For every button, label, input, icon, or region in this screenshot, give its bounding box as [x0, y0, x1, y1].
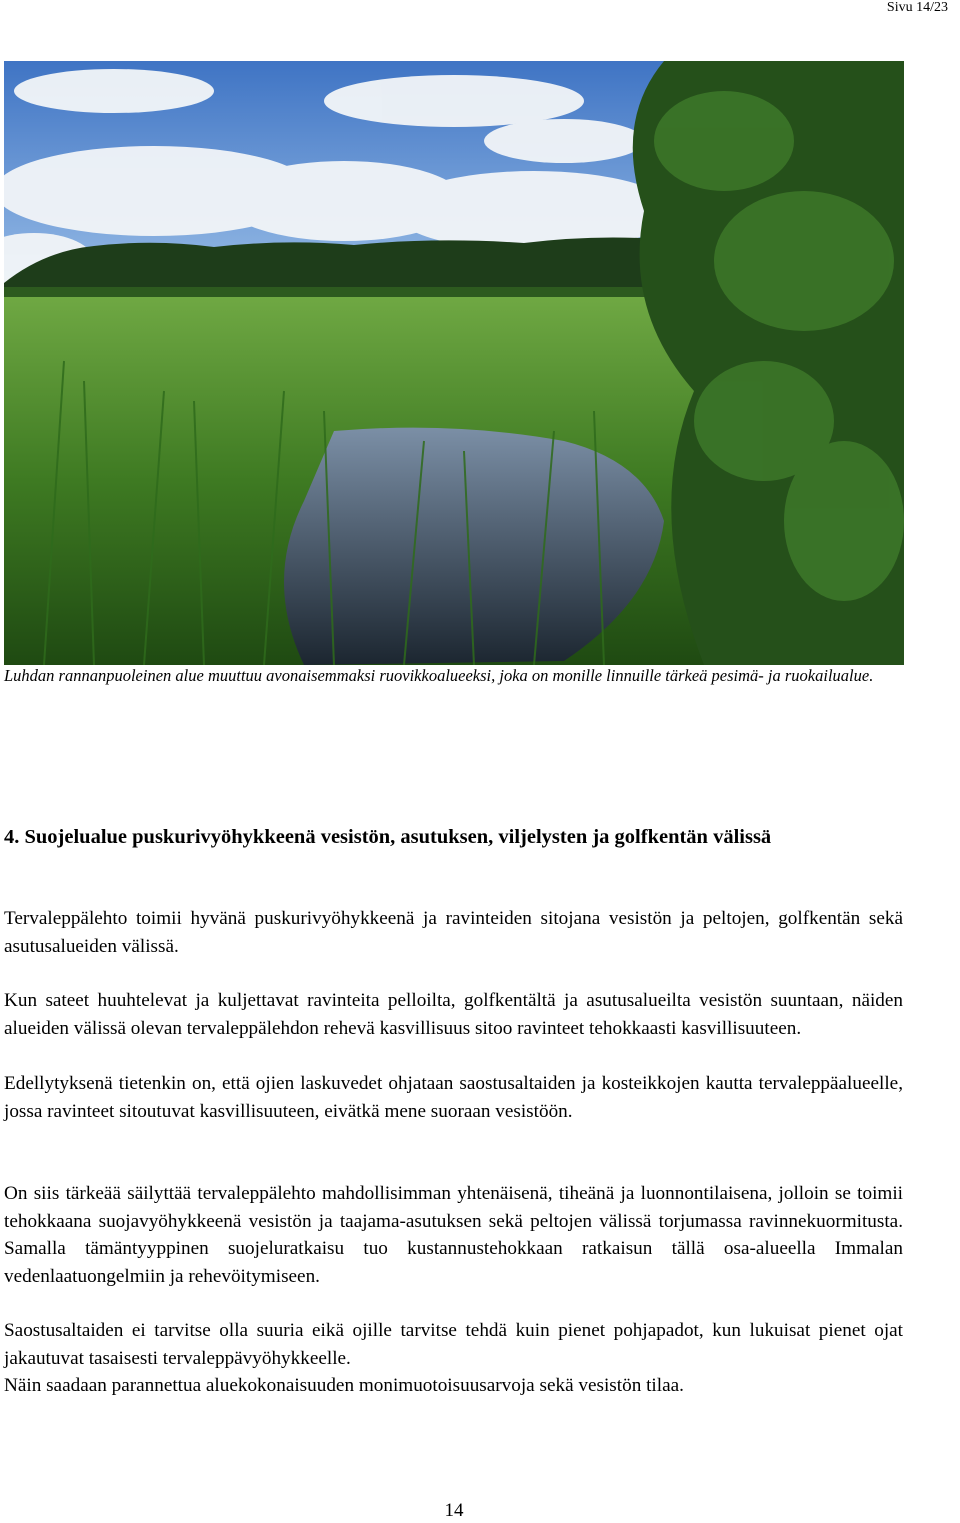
paragraph: Kun sateet huuhtelevat ja kuljettavat ravinteita pelloilta, golfkentältä ja asutusalueilta vesistön suuntaan, näiden alueiden välissä olevan tervaleppälehdon rehevä kasvillisuus sitoo ravinteet tehokkaasti kasvillisuuteen. — [4, 990, 903, 1039]
landscape-photo — [4, 61, 904, 665]
section-heading: 4. Suojelualue puskurivyöhykkeenä vesistön, asutuksen, viljelysten ja golfkentän välissä — [4, 826, 772, 848]
page-label: Sivu 14/23 — [886, 0, 948, 15]
paragraph: Tervaleppälehto toimii hyvänä puskurivyöhykkeenä ja ravinteiden sitojana vesistön ja peltojen, golfkentän sekä asutusalueiden välissä. — [4, 908, 903, 957]
paragraph: Edellytyksenä tietenkin on, että ojien laskuvedet ohjataan saostusaltaiden ja kosteikkojen kautta tervaleppäalueelle, jossa ravinteet sitoutuvat kasvillisuuteen, eivätkä mene suoraan vesistöön. — [4, 1073, 903, 1122]
photo-caption: Luhdan rannanpuoleinen alue muuttuu avonaisemmaksi ruovikkoalueeksi, joka on monille linnuille tärkeä pesimä- ja ruokailualue. — [4, 666, 874, 685]
paragraph: On siis tärkeää säilyttää tervaleppälehto mahdollisimman yhtenäisenä, tiheänä ja luonnontilaisena, jolloin se toimii tehokkaana suojavyöhykkeenä vesistön ja taajama-asutuksen sekä peltojen välissä torjumassa ravinnekuormitusta. Samalla tämäntyyppinen suojeluratkaisu tuo kustannustehokkaan ratkaisun tällä osa-alueella Immalan vedenlaatuongelmiin ja rehevöitymiseen. — [4, 1183, 903, 1287]
paragraph: Saostusaltaiden ei tarvitse olla suuria eikä ojille tarvitse tehdä kuin pienet pohjapadot, kun lukuisat pienet ojat jakautuvat tasaisesti tervaleppävyöhykkeelle. — [4, 1320, 903, 1369]
paragraph: Näin saadaan parannettua aluekokonaisuuden monimuotoisuusarvoja sekä vesistön tilaa. — [4, 1375, 684, 1396]
page-number: 14 — [444, 1500, 464, 1521]
